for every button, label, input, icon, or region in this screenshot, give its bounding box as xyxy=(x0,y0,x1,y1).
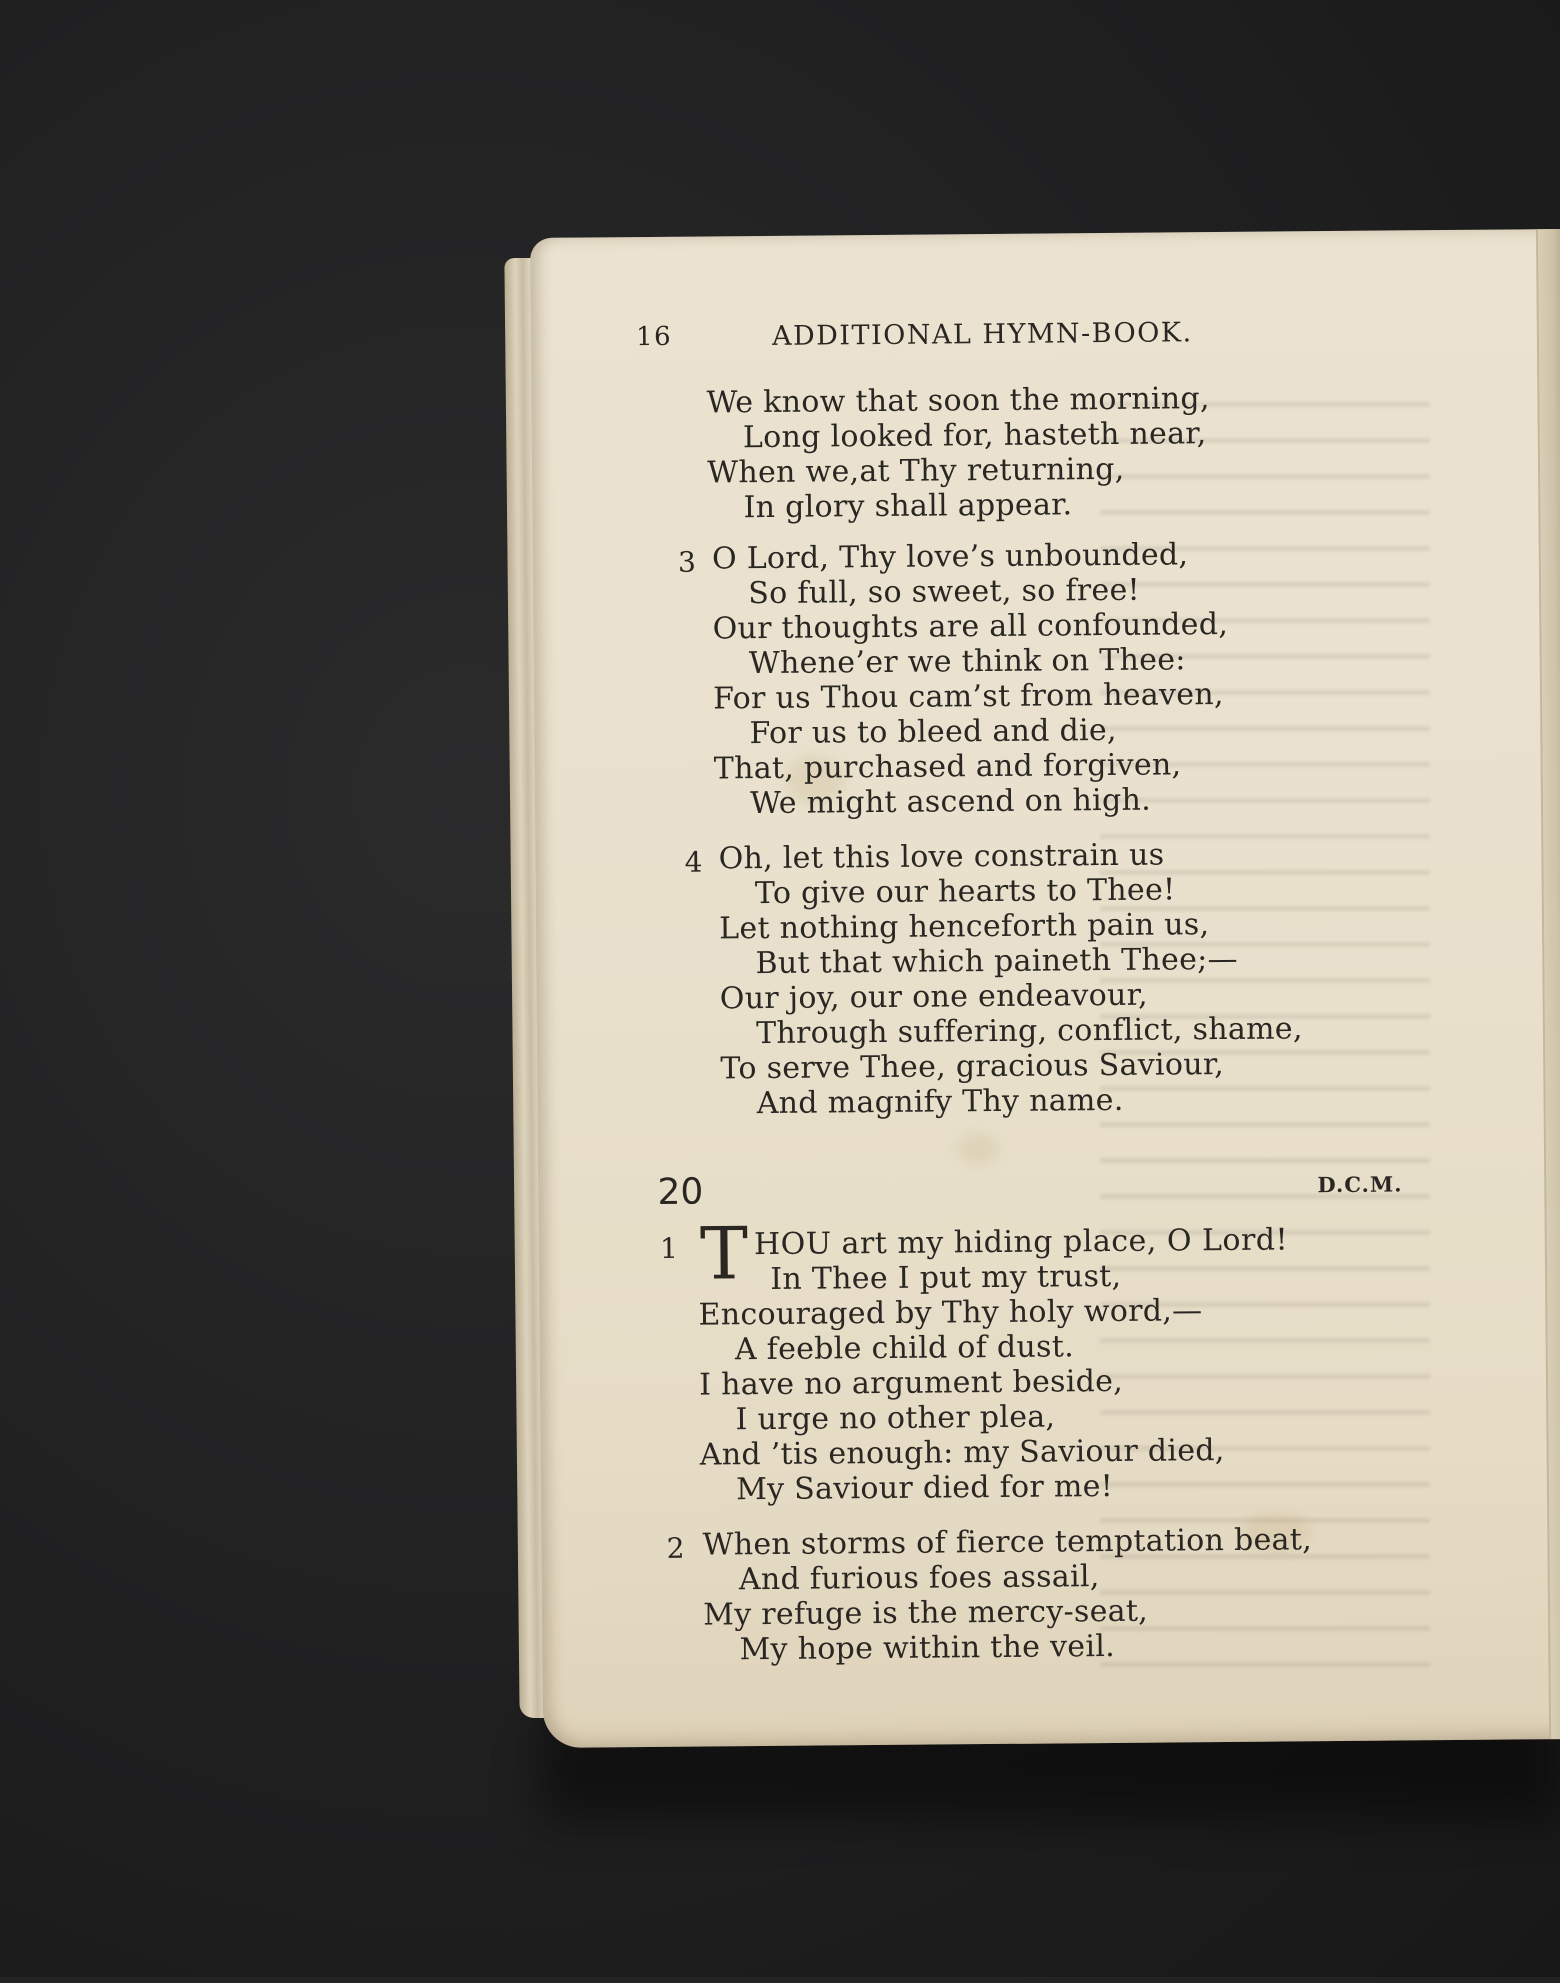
verse-line: And magnify Thy name. xyxy=(756,1082,1124,1122)
verse-line: We might ascend on high. xyxy=(749,782,1152,822)
verse-line: Long looked for, hasteth near, xyxy=(742,416,1207,456)
verse-line: I urge no other plea, xyxy=(735,1399,1056,1438)
verse-line: And furious foes assail, xyxy=(738,1559,1100,1598)
hymn-meter: D.C.M. xyxy=(1317,1171,1403,1198)
verse-line: But that which paineth Thee;— xyxy=(755,941,1239,982)
verse-line: In glory shall appear. xyxy=(743,487,1073,526)
page-number: 16 xyxy=(635,321,673,353)
verse-line: My refuge is the mercy-seat, xyxy=(703,1593,1149,1633)
running-head xyxy=(636,315,1396,366)
verse-line: To give our hearts to Thee! xyxy=(754,872,1176,912)
verse-line: HOU art my hiding place, O Lord! xyxy=(753,1222,1289,1263)
hymn-number: 20 xyxy=(657,1171,704,1213)
verse-line: For us to bleed and die, xyxy=(749,712,1117,752)
verse-line: I have no argument beside, xyxy=(699,1363,1124,1403)
verse-line: Through suffering, conflict, shame, xyxy=(755,1011,1303,1052)
verse-line: For us Thou cam’st from heaven, xyxy=(713,677,1224,717)
verse-number: 3 xyxy=(677,545,696,579)
verse-line: Let nothing henceforth pain us, xyxy=(719,907,1210,947)
verse-line: My hope within the veil. xyxy=(739,1628,1116,1668)
verse-number: 4 xyxy=(684,845,703,879)
book-title: ADDITIONAL HYMN-BOOK. xyxy=(771,317,1193,352)
verse-line: A feeble child of dust. xyxy=(734,1329,1075,1368)
verse-line: When we,at Thy returning, xyxy=(707,451,1125,491)
verse-line: When storms of fierce temptation beat, xyxy=(702,1522,1313,1563)
verse-line: We know that soon the morning, xyxy=(706,381,1210,421)
verse-line: Whene’er we think on Thee: xyxy=(748,642,1186,682)
verse-line: Our joy, our one endeavour, xyxy=(719,977,1149,1017)
verse-line: And ’tis enough: my Saviour died, xyxy=(699,1433,1225,1473)
verse-line: To serve Thee, gracious Saviour, xyxy=(720,1047,1225,1087)
verse-line: O Lord, Thy love’s unbounded, xyxy=(711,537,1189,577)
verse-line: Our thoughts are all confounded, xyxy=(712,606,1229,647)
verse-line: So full, so sweet, so free! xyxy=(748,572,1141,612)
verse-line: That, purchased and forgiven, xyxy=(713,747,1182,787)
drop-cap-letter: T xyxy=(699,1211,749,1296)
verse-line: In Thee I put my trust, xyxy=(770,1258,1122,1297)
verse-line: My Saviour died for me! xyxy=(735,1469,1114,1508)
verse-number: 2 xyxy=(666,1531,685,1565)
verse-line: Oh, let this love constrain us xyxy=(718,837,1165,877)
verse-number: 1 xyxy=(659,1231,678,1265)
verse-line: Encouraged by Thy holy word,— xyxy=(698,1293,1203,1333)
